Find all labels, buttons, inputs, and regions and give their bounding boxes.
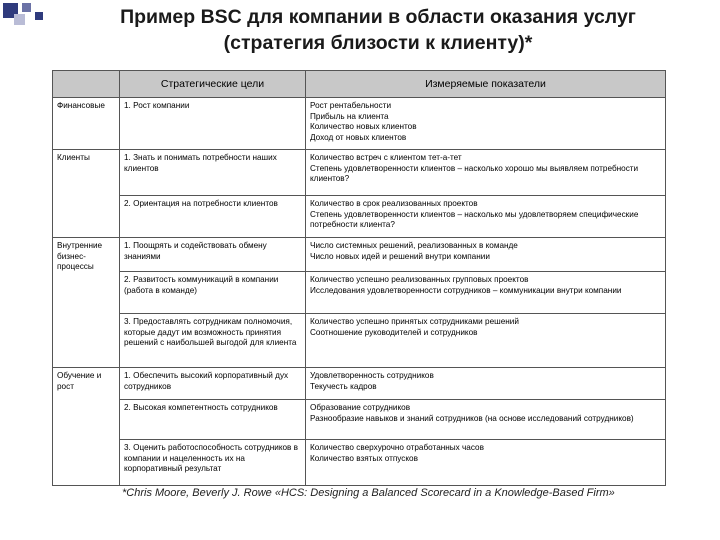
goal-cell: 1. Рост компании [120, 98, 306, 150]
table-row [53, 440, 666, 486]
indicators-cell: Количество успешно реализованных групповых проектов Исследования удовлетворенности сотрудников – коммуникации внутри компании [306, 272, 666, 314]
goal-cell: 2. Ориентация на потребности клиентов [120, 196, 306, 238]
decor-square-mid [22, 3, 31, 12]
goal-cell: 3. Оценить работоспособность сотрудников в компании и нацеленность их на корпоративный результат [120, 440, 306, 486]
decor-square-light [14, 14, 25, 25]
indicators-cell: Число системных решений, реализованных в команде Число новых идей и решений внутри компании [306, 238, 666, 272]
goal-cell: 1. Поощрять и содействовать обмену знаниями [120, 238, 306, 272]
goal-cell: 1. Обеспечить высокий корпоративный дух сотрудников [120, 368, 306, 400]
table-row [53, 238, 666, 272]
indicators-cell: Количество в срок реализованных проектов Степень удовлетворенности клиентов – насколько мы удовлетворяем специфические потребности клиента? [306, 196, 666, 238]
goal-cell: 2. Высокая компетентность сотрудников [120, 400, 306, 440]
indicators-cell: Количество встреч с клиентом тет-а-тет Степень удовлетворенности клиентов – насколько хорошо мы выявляем потребности клиентов? [306, 150, 666, 196]
indicators-cell: Удовлетворенность сотрудников Текучесть кадров [306, 368, 666, 400]
indicators-cell: Образование сотрудников Разнообразие навыков и знаний сотрудников (на основе исследований сотрудников) [306, 400, 666, 440]
table-row [53, 368, 666, 400]
table-row [53, 272, 666, 314]
goal-cell: 1. Знать и понимать потребности наших клиентов [120, 150, 306, 196]
perspective-cell: Клиенты [53, 150, 120, 238]
header-indicators: Измеряемые показатели [306, 71, 666, 98]
goal-cell: 2. Развитость коммуникаций в компании (работа в команде) [120, 272, 306, 314]
title-line-1: Пример BSC для компании в области оказания услуг [120, 6, 636, 28]
indicators-cell: Количество успешно принятых сотрудниками решений Соотношение руководителей и сотрудников [306, 314, 666, 368]
indicators-cell: Количество сверхурочно отработанных часов Количество взятых отпусков [306, 440, 666, 486]
table-row [53, 314, 666, 368]
table-header-row [53, 71, 666, 98]
indicators-cell: Рост рентабельности Прибыль на клиента Количество новых клиентов Доход от новых клиентов [306, 98, 666, 150]
perspective-cell: Внутренние бизнес-процессы [53, 238, 120, 368]
header-perspective [53, 71, 120, 98]
title-bullet [35, 12, 43, 20]
table-row [53, 400, 666, 440]
perspective-cell: Обучение и рост [53, 368, 120, 486]
table-row [53, 196, 666, 238]
footnote: *Chris Moore, Beverly J. Rowe «HCS: Designing a Balanced Scorecard in a Knowledge-Based Firm» [122, 487, 615, 499]
bsc-table [52, 70, 666, 486]
header-goals: Стратегические цели [120, 71, 306, 98]
perspective-cell: Финансовые [53, 98, 120, 150]
slide-title [48, 4, 708, 56]
table-row [53, 98, 666, 150]
goal-cell: 3. Предоставлять сотрудникам полномочия, которые дадут им возможность принятия решений с наибольшей выгодой для клиента [120, 314, 306, 368]
title-line-2: (стратегия близости к клиенту)* [223, 32, 533, 54]
table-row [53, 150, 666, 196]
